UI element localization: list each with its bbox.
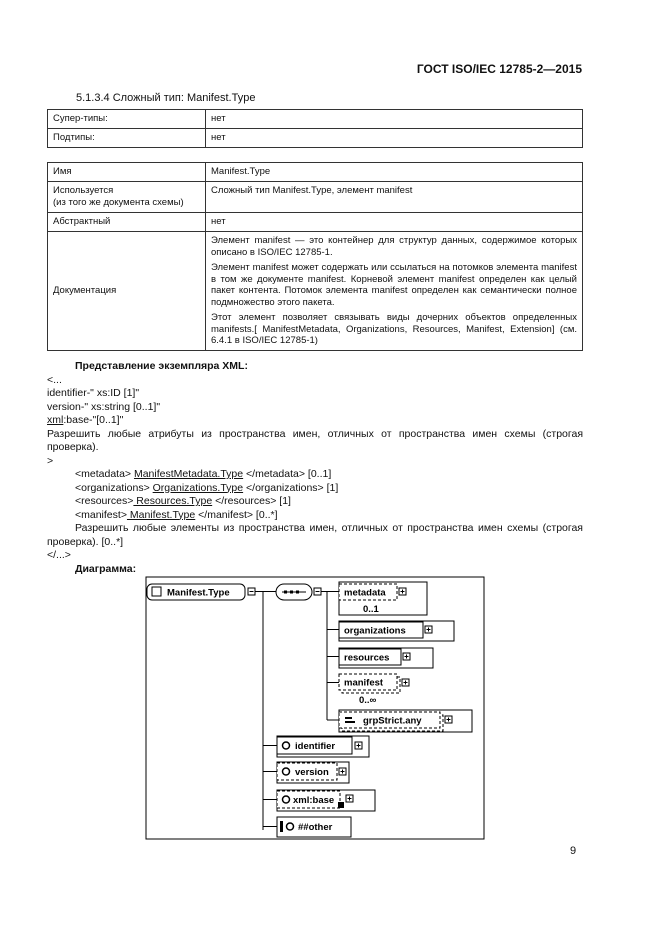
schema-diagram bbox=[145, 576, 485, 841]
complex-type-icon bbox=[152, 587, 161, 596]
used-label: Используется bbox=[53, 185, 114, 196]
element-label: organizations bbox=[344, 625, 406, 637]
attribute-version[interactable] bbox=[277, 763, 337, 780]
section-title: 5.1.3.4 Сложный тип: Manifest.Type bbox=[76, 92, 256, 104]
attribute-identifier[interactable] bbox=[277, 737, 352, 754]
page-number: 9 bbox=[570, 845, 577, 857]
expand-icon[interactable] bbox=[445, 716, 452, 723]
expand-icon[interactable] bbox=[403, 653, 410, 660]
expand-icon[interactable] bbox=[339, 768, 346, 775]
table-cell: Документация bbox=[48, 232, 206, 351]
table-cell: Manifest.Type bbox=[206, 163, 583, 182]
xml-line: Разрешить любые атрибуты из пространства имен, отличных от пространства имен схемы (строгая проверка). bbox=[47, 427, 583, 453]
root-node[interactable] bbox=[147, 584, 245, 600]
type-properties-table bbox=[47, 162, 583, 351]
attribute-label: xml:base bbox=[293, 795, 335, 806]
element-organizations[interactable] bbox=[339, 622, 423, 638]
table-cell: Подтипы: bbox=[48, 129, 206, 148]
xml-link[interactable]: xml bbox=[47, 414, 64, 426]
xml-line: > bbox=[47, 454, 54, 467]
xml-line: version-" xs:string [0..1]" bbox=[47, 400, 161, 413]
xml-link[interactable]: Organizations.Type bbox=[152, 481, 244, 494]
group-label: grpStrict.any bbox=[363, 715, 422, 727]
element-manifest[interactable] bbox=[339, 674, 400, 693]
xml-line bbox=[47, 482, 583, 496]
xml-heading: Представление экземпляра XML: bbox=[75, 360, 248, 372]
xml-link[interactable]: Manifest.Type bbox=[126, 508, 196, 521]
xml-text: :base-"[0..1]" bbox=[63, 414, 124, 426]
attribute-label: identifier bbox=[295, 741, 336, 752]
doc-paragraph: Этот элемент позволяет связывать виды дочерних объектов определенных manifests.[ ManifestMetadata, Organizations, Resources, Manifest, Extension] (см. 6.4.1 в ISO/IEC 12785-1) bbox=[211, 312, 577, 346]
expand-icon[interactable] bbox=[248, 588, 255, 595]
xml-text: <metadata> bbox=[75, 468, 134, 480]
group-icon bbox=[345, 717, 352, 719]
table-row bbox=[48, 213, 583, 232]
xml-line bbox=[47, 414, 583, 428]
table-row bbox=[48, 182, 583, 213]
table-cell bbox=[206, 232, 583, 351]
doc-paragraph: Элемент manifest может содержать или ссылаться на потомков элемента manifest в том же документе manifest. Корневой элемент manifest определен как целый пакет контента. Потомок элемента manifest определен как семантически полное подмножество этого пакета. bbox=[211, 262, 577, 308]
diagram-heading: Диаграмма: bbox=[75, 562, 137, 575]
table-cell: Абстрактный bbox=[48, 213, 206, 232]
element-label: manifest bbox=[344, 677, 384, 689]
xml-text: <resources> bbox=[75, 495, 134, 507]
xml-text: <organizations> bbox=[75, 481, 153, 494]
attribute-xml-base[interactable] bbox=[277, 791, 344, 808]
expand-icon[interactable] bbox=[425, 626, 432, 633]
xml-text: </resources> [1] bbox=[212, 495, 291, 507]
attribute-label: ##other bbox=[298, 822, 333, 833]
any-attribute-icon bbox=[280, 821, 283, 832]
expand-icon[interactable] bbox=[346, 795, 353, 802]
xml-link[interactable]: ManifestMetadata.Type bbox=[133, 468, 244, 480]
element-label: resources bbox=[344, 652, 390, 664]
xml-line bbox=[47, 468, 583, 482]
used-label-note: (из того же документа схемы) bbox=[53, 197, 184, 208]
expand-icon[interactable] bbox=[402, 679, 409, 686]
table-cell: нет bbox=[206, 129, 583, 148]
table-cell: нет bbox=[206, 213, 583, 232]
sequence-icon bbox=[276, 584, 312, 600]
table-row bbox=[48, 232, 583, 351]
doc-paragraph: Элемент manifest — это контейнер для структур данных, содержимое которых описано в ISO/IEC 12785-1. bbox=[211, 235, 577, 258]
collapse-icon[interactable] bbox=[314, 588, 321, 595]
xml-line: Разрешить любые элементы из пространства имен, отличных от пространства имен схемы (строгая проверка). [0..*] bbox=[47, 522, 583, 548]
table-cell bbox=[48, 182, 206, 213]
xml-link[interactable]: Resources.Type bbox=[133, 495, 213, 507]
table-row bbox=[48, 129, 583, 148]
standard-header: ГОСТ ISO/IEC 12785-2—2015 bbox=[416, 62, 582, 76]
xml-line bbox=[47, 509, 583, 523]
table-row bbox=[48, 163, 583, 182]
element-resources[interactable] bbox=[339, 649, 401, 665]
cardinality-label: 0..∞ bbox=[359, 695, 377, 706]
xml-line: identifier-" xs:ID [1]" bbox=[47, 387, 140, 399]
root-label: Manifest.Type bbox=[167, 587, 230, 599]
reference-icon bbox=[338, 802, 344, 808]
expand-icon[interactable] bbox=[399, 588, 406, 595]
element-metadata[interactable] bbox=[339, 584, 397, 600]
xml-text: </organizations> [1] bbox=[243, 481, 339, 494]
xml-text: </metadata> [0..1] bbox=[243, 468, 332, 480]
table-cell: Сложный тип Manifest.Type, элемент manifest bbox=[206, 182, 583, 213]
element-label: metadata bbox=[344, 587, 386, 599]
table-row bbox=[48, 110, 583, 129]
table-cell: Супер-типы: bbox=[48, 110, 206, 129]
table-cell: Имя bbox=[48, 163, 206, 182]
any-attribute-other[interactable] bbox=[280, 821, 333, 833]
xml-line: <... bbox=[47, 373, 62, 386]
group-grpstrict-any[interactable] bbox=[339, 712, 443, 731]
xml-line bbox=[47, 495, 583, 509]
attribute-label: version bbox=[295, 767, 329, 778]
table-cell: нет bbox=[206, 110, 583, 129]
expand-icon[interactable] bbox=[355, 742, 362, 749]
supertypes-table bbox=[47, 109, 583, 148]
xml-text: </manifest> [0..*] bbox=[195, 508, 278, 521]
cardinality-label: 0..1 bbox=[363, 604, 379, 615]
xml-text: <manifest> bbox=[75, 508, 127, 521]
xml-line: </...> bbox=[47, 549, 71, 561]
xml-representation bbox=[47, 360, 583, 576]
